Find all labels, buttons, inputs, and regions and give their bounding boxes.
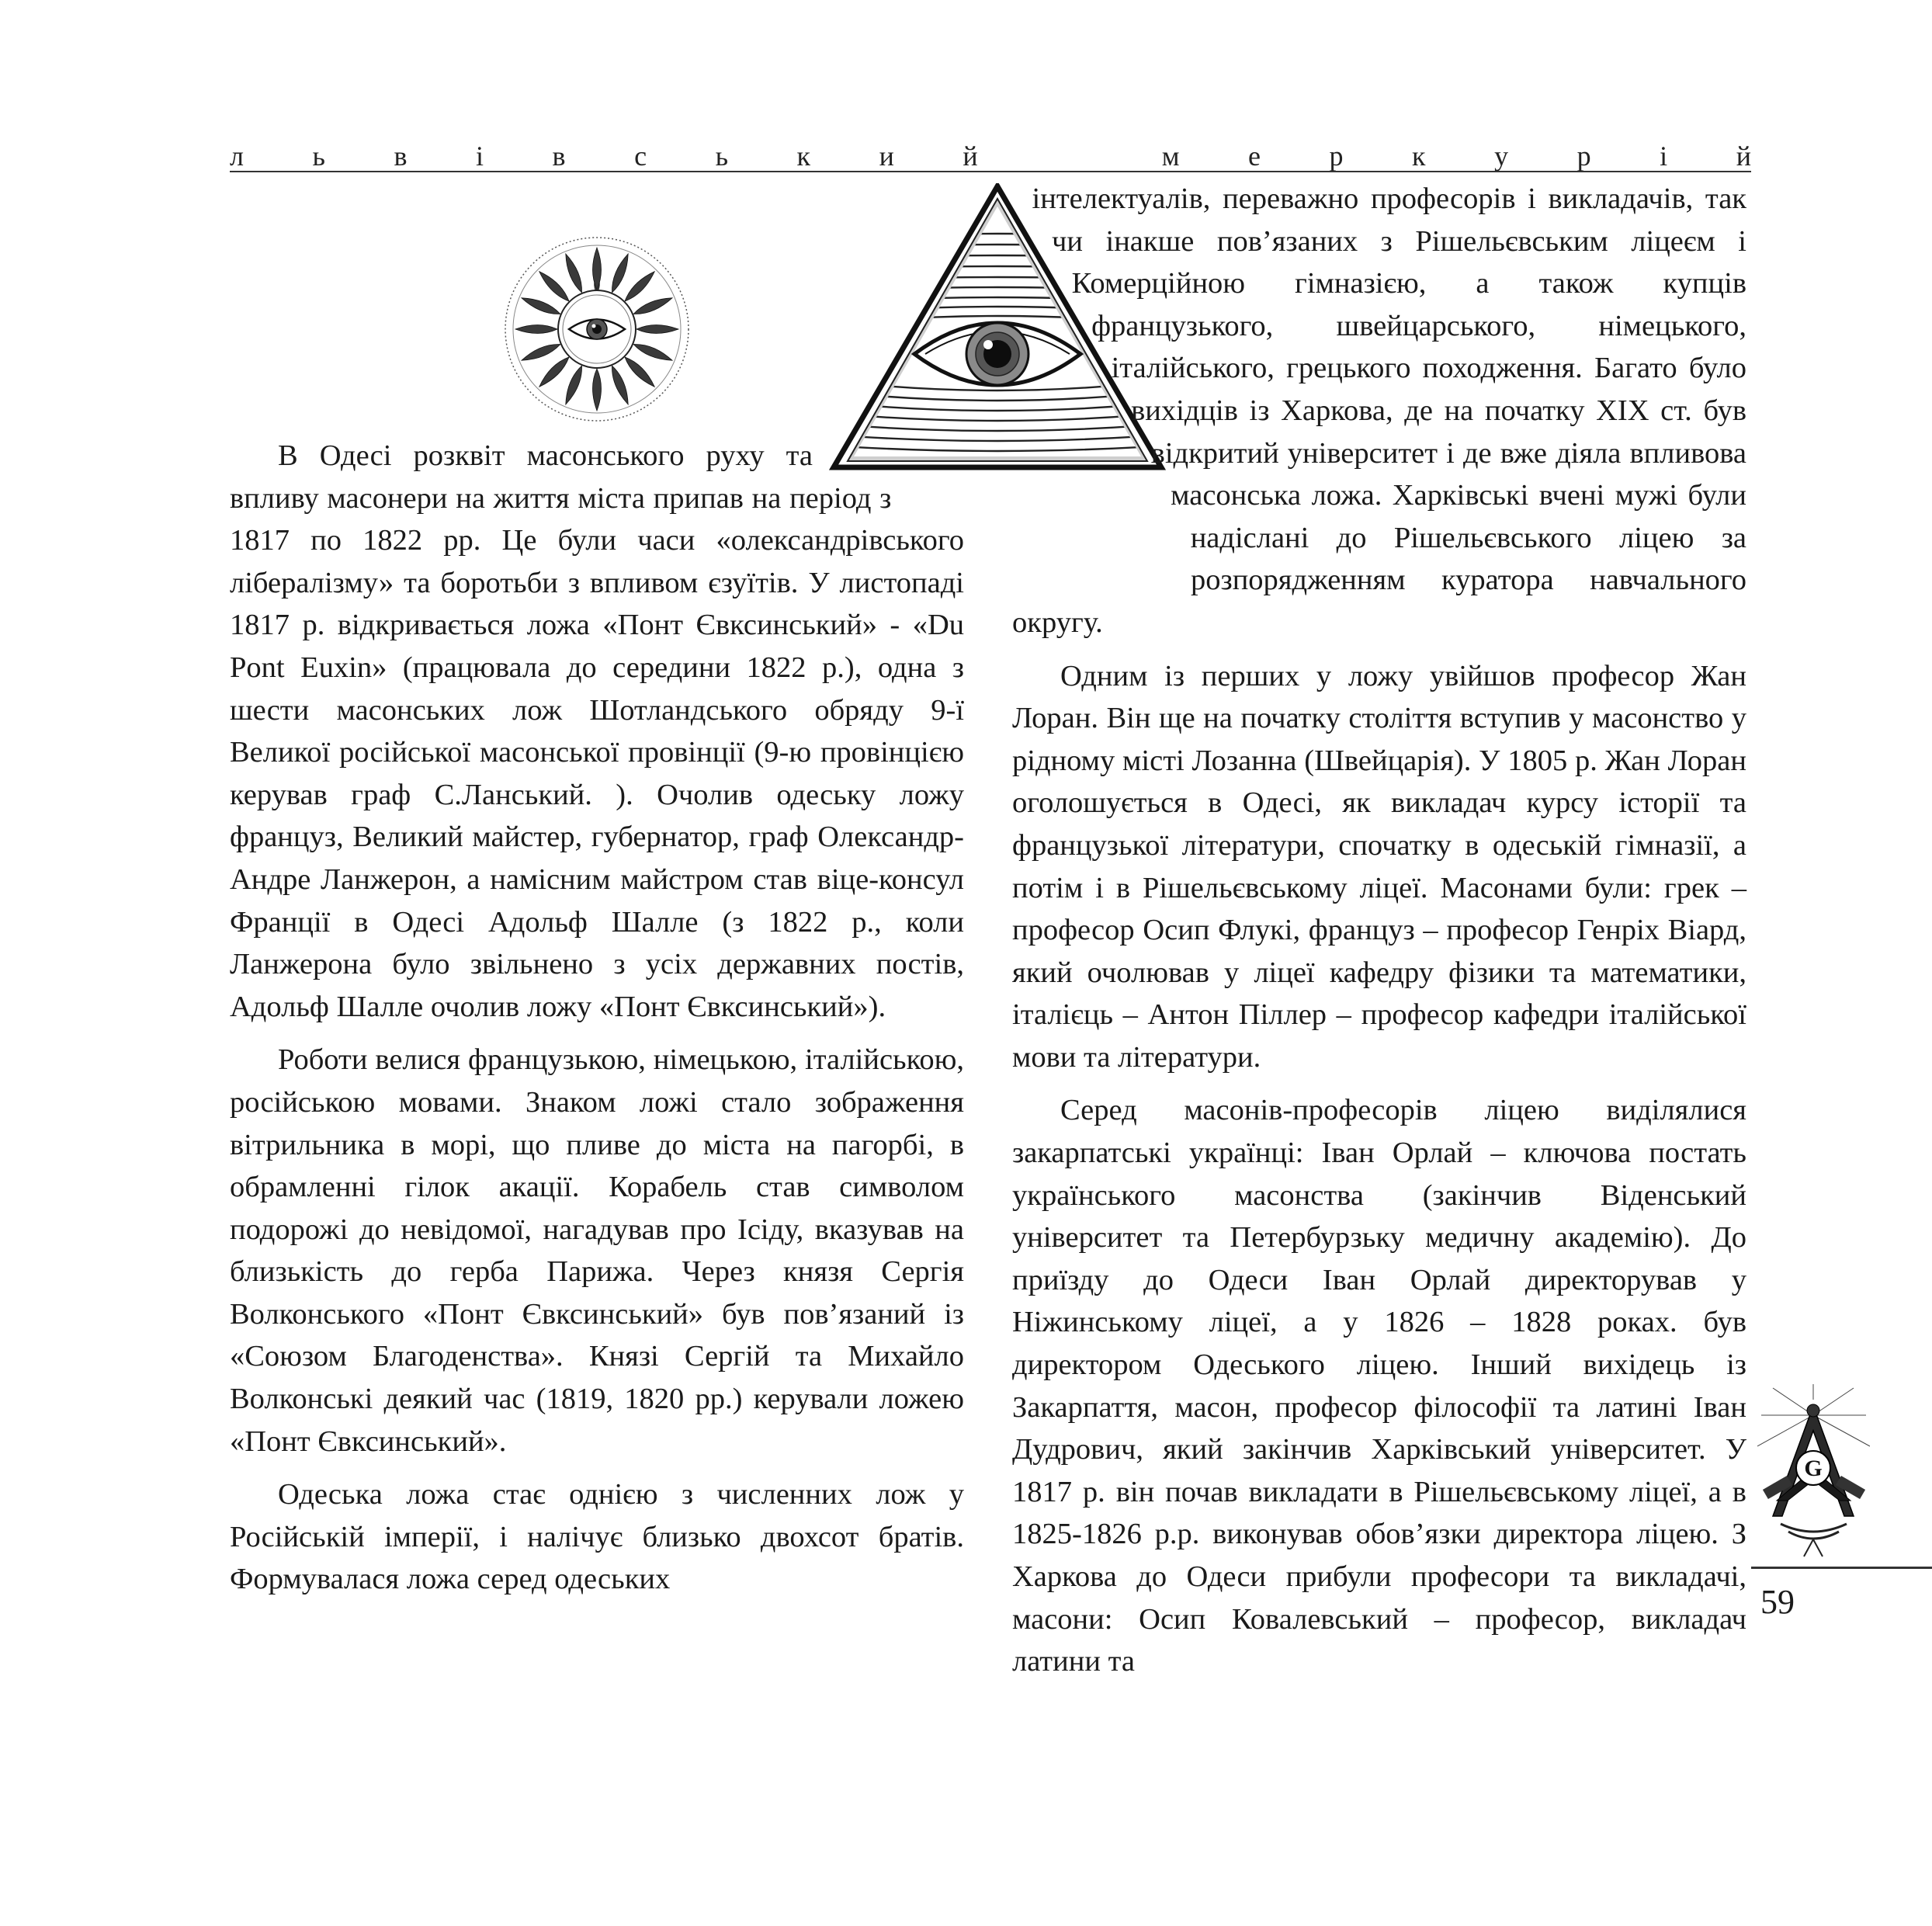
running-head-letter: и [879,141,894,172]
paragraph: Одеська ложа стає однією з численних лож у Російській імперії, і налічує близько двохсот братів. Формувалася ложа серед одеських [230,1478,964,1596]
running-head [230,132,1751,172]
page-number: 59 [1760,1583,1795,1621]
sun-eye-illustration [503,235,691,423]
paragraph: інтелектуалів, переважно професорів і викладачів, так чи інакше пов’язаних з Рішельєвським ліцеєм і Комерційною гімназією, а також купців французького, швейцарського, німецького, італійського, грецького походження. Багато було вихідців із Харкова, де на початку XIX ст. був відкритий університет і де вже діяла впливова масонська ложа. Харківські вчені мужі були надіслані до Рішельєвського ліцею за розпорядженням куратора навчального округу. [1012,182,1746,639]
running-head-letter: в [394,141,408,172]
running-head-letter: к [796,141,811,172]
running-head-letter: с [634,141,647,172]
running-head-letter: ь [312,141,325,172]
running-head-letter: р [1576,141,1591,172]
page-number-rule [1751,1567,1932,1569]
running-head-letter: й [963,141,978,172]
running-head-letter: л [230,141,244,172]
running-head-letter: е [1248,141,1261,172]
left-text-column [230,435,964,1601]
running-head-letter: ь [715,141,728,172]
paragraph: В Одесі розквіт масонського руху та впливу масонери на життя міста припав на період з 1817 по 1822 рр. Це були часи «олександрівського лібералізму» та боротьби з впливом єзуїтів. У листопаді 1817 р. відкривається ложа «Понт Євксинський» - «Du Pont Euxin» (працювала до середини 1822 р.), одна з шести масонських лож Шотландського обряду 9-ї Великої російської масонської провінції (9-ю провінцією керував граф С.Ланський. ). Очолив одеську ложу француз, Великий майстер, губернатор, граф Олександр-Андре Ланжерон, а намісним майстром став віце-консул Франції в Одесі Адольф Шалле (з 1822 р., коли Ланжерона було звільнено з усіх державних постів, Адольф Шалле очолив ложу «Понт Євксинський»). [230,439,964,1023]
running-head-letter: р [1329,141,1344,172]
running-head-letter: і [475,141,484,172]
right-text-column [1012,178,1746,1683]
emblem-letter: G [1804,1456,1823,1481]
running-head-letter: й [1736,141,1751,172]
running-head-letter: м [1161,141,1180,172]
square-and-compass-emblem [1757,1384,1870,1559]
running-head-letter: в [552,141,566,172]
running-head-letter: у [1494,141,1509,172]
running-head-letter: і [1660,141,1668,172]
paragraph: Серед масонів-професорів ліцею виділялися закарпатські українці: Іван Орлай – ключова постать українського масонства (закінчив Віденський університет та Петербурзьку медичну академію). До приїзду до Одеси Іван Орлай директорував у Ніжинському ліцеї, а у 1826 – 1828 роках. був директором Одеського ліцею. Інший вихідець із Закарпаття, масон, професор філософії та латині Іван Дудрович, який закінчив Харківський університет. У 1817 р. він почав викладати в Рішельєвському ліцеї, а в 1825-1826 р.р. виконував обов’язки директора ліцею. З Харкова до Одеси прибули професори та викладачі, масони: Осип Ковалевський – професор, викладач латини та [1012,1094,1746,1678]
paragraph: Роботи велися французькою, німецькою, італійською, російською мовами. Знаком ложі стало зображення вітрильника в морі, що пливе до міста на пагорбі, в обрамленні гілок акації. Корабель став символом подорожі до невідомої, нагадував про Ісіду, вказував на близькість до герба Парижа. Через князя Сергія Волконського «Понт Євксинський» був пов’язаний із «Союзом Благоденства». Князі Сергій та Михайло Волконські деякий час (1819, 1820 рр.) керували ложею «Понт Євксинський». [230,1043,964,1458]
running-head-letter: к [1412,141,1426,172]
header-rule [230,171,1751,172]
paragraph: Одним із перших у ложу увійшов професор Жан Лоран. Він ще на початку століття вступив у масонство у рідному місті Лозанна (Швейцарія). У 1805 р. Жан Лоран оголошується в Одесі, як викладач курсу історії та французької літератури, спочатку в одеській гімназії, а потім і в Рішельєвському ліцеї. Масонами були: грек – професор Осип Флукі, француз – професор Генріх Віард, який очолював у ліцеї кафедру фізики та математики, італієць – Антон Піллер – професор кафедри італійської мови та літератури. [1012,659,1746,1074]
